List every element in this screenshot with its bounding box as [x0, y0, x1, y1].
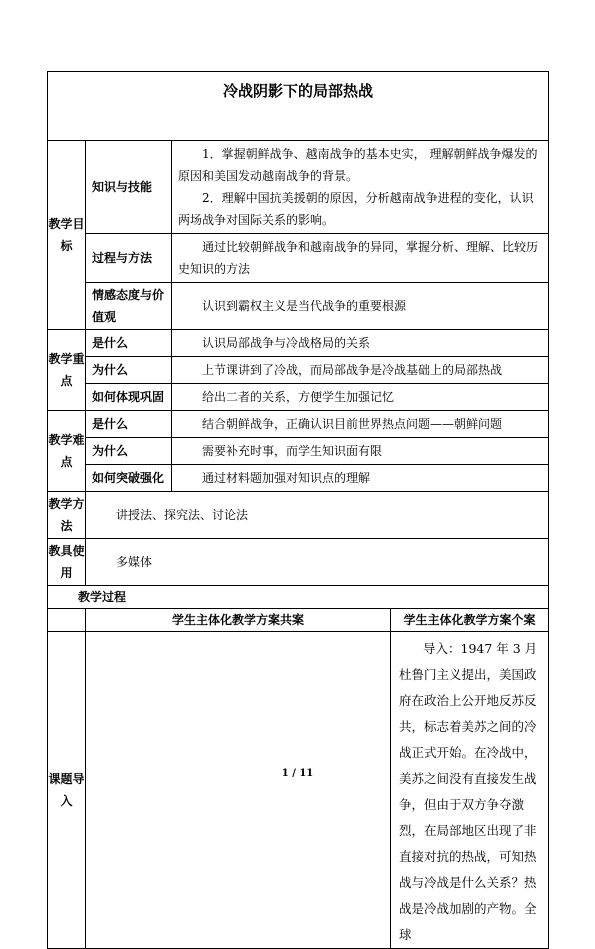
- intro-text: 导入：1947 年 3 月杜鲁门主义提出，美国政府在政治上公开地反苏反共，标志着美苏之间的冷战正式开始。在冷战中，美苏之间没有直接发生战争，但由于双方争夺激烈，在局部地区出现了非直接对抗的热战，可知热战与冷战是什么关系？热战是冷战加剧的产物。全球: [391, 632, 549, 949]
- methods-text: 讲授法、探究法、讨论法: [86, 492, 549, 539]
- emotion-text: 认识到霸权主义是当代战争的重要根源: [172, 283, 549, 330]
- blank-cell: [48, 609, 86, 632]
- key-points-label: 教学重点: [48, 330, 86, 411]
- knowledge-content: [172, 141, 549, 234]
- key-point-row-label: 如何体现巩固: [86, 384, 172, 411]
- difficulty-row-text: 通过材料题加强对知识点的理解: [172, 465, 549, 492]
- individual-plan-header: 学生主体化教学方案个案: [391, 609, 549, 632]
- knowledge-point-1: 1．掌握朝鲜战争、越南战争的基本史实， 理解朝鲜战争爆发的原因和美国发动越南战争的背景。: [178, 147, 538, 183]
- common-plan-header: 学生主体化教学方案共案: [86, 609, 391, 632]
- key-point-row-text: 认识局部战争与冷战格局的关系: [172, 330, 549, 357]
- difficulty-row-label: 如何突破强化: [86, 465, 172, 492]
- tools-label: 教具使用: [48, 539, 86, 586]
- process-label: 过程与方法: [86, 234, 172, 283]
- key-point-row-label: 为什么: [86, 357, 172, 384]
- process-section-label: 教学过程: [48, 586, 549, 609]
- key-point-row-label: 是什么: [86, 330, 172, 357]
- common-plan-cell: [86, 632, 391, 949]
- emotion-label: 情感态度与价值观: [86, 283, 172, 330]
- knowledge-point-2: 2．理解中国抗美援朝的原因，分析越南战争进程的变化，认识两场战争对国际关系的影响。: [178, 191, 534, 227]
- difficulty-row-label: 为什么: [86, 438, 172, 465]
- process-text: 通过比较朝鲜战争和越南战争的异同，掌握分析、理解、比较历史知识的方法: [178, 240, 539, 276]
- tools-text: 多媒体: [86, 539, 549, 586]
- difficulties-label: 教学难点: [48, 411, 86, 492]
- knowledge-label: 知识与技能: [86, 141, 172, 234]
- difficulty-row-text: 需要补充时事，而学生知识面有限: [172, 438, 549, 465]
- key-point-row-text: 上节课讲到了冷战，而局部战争是冷战基础上的局部热战: [172, 357, 549, 384]
- intro-label: 课题导入: [48, 632, 86, 949]
- objectives-label: 教学目标: [48, 141, 86, 330]
- difficulty-row-label: 是什么: [86, 411, 172, 438]
- process-content: [172, 234, 549, 283]
- lesson-plan-table: [47, 71, 549, 949]
- document-title: 冷战阴影下的局部热战: [48, 72, 549, 141]
- methods-label: 教学方法: [48, 492, 86, 539]
- page-number: 1 / 11: [281, 768, 314, 779]
- difficulty-row-text: 结合朝鲜战争，正确认识目前世界热点问题——朝鲜问题: [172, 411, 549, 438]
- key-point-row-text: 给出二者的关系，方便学生加强记忆: [172, 384, 549, 411]
